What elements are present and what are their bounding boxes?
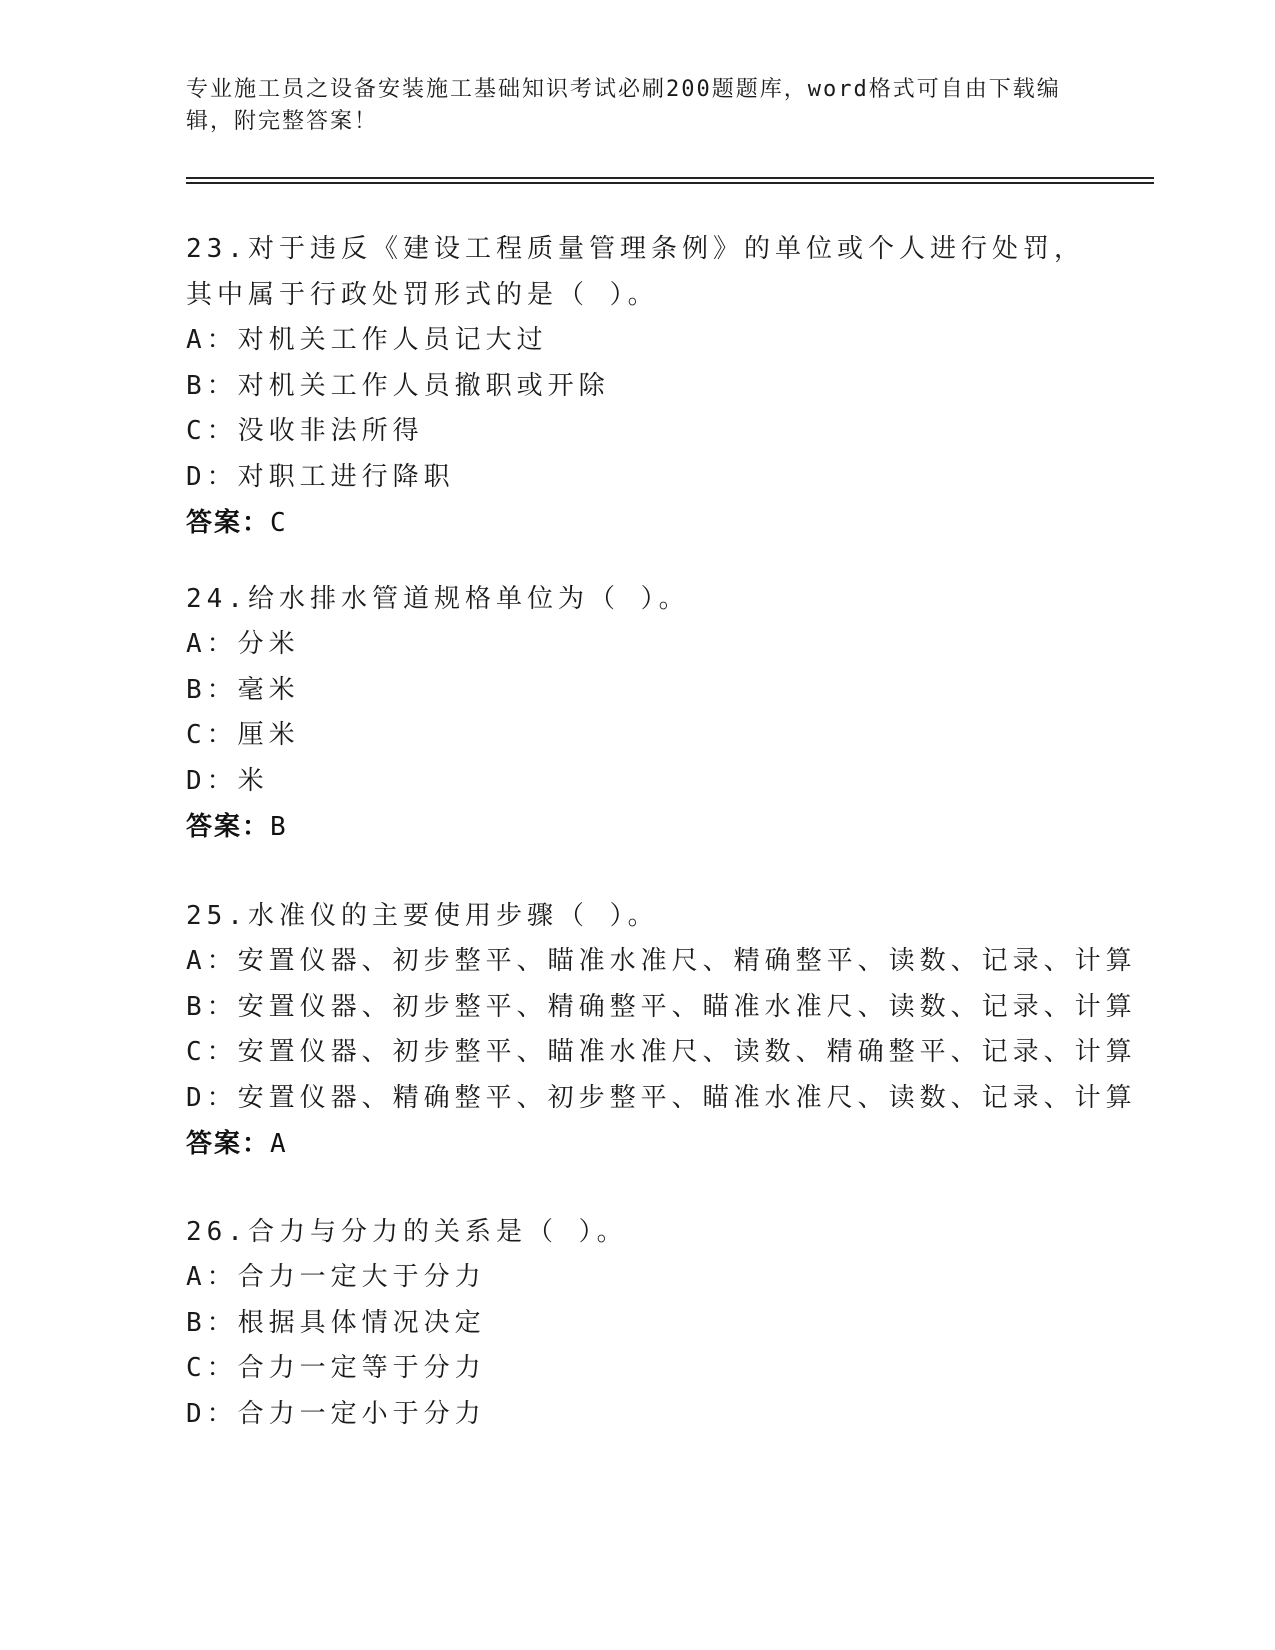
answer-line (186, 500, 1086, 546)
answer-label: 答案： (186, 812, 271, 842)
question-stem: 24.给水排水管道规格单位为（ ）。 (186, 584, 690, 614)
option-a: A：对机关工作人员记大过 (186, 325, 548, 355)
answer-line (186, 1121, 1086, 1167)
option-d: D：米 (186, 765, 269, 796)
question-stem: 25.水准仪的主要使用步骤（ ）。 (186, 901, 659, 931)
question-24 (186, 576, 1086, 850)
question-26 (186, 1209, 1086, 1437)
option-d: D：合力一定小于分力 (186, 1398, 486, 1429)
header-divider-bottom (186, 182, 1154, 184)
question-stem: 23.对于违反《建设工程质量管理条例》的单位或个人进行处罚，其中属于行政处罚形式的是（ ）。 (186, 234, 1085, 310)
option-c: C：安置仪器、初步整平、瞄准水准尺、读数、精确整平、记录、计算 (186, 1037, 1137, 1067)
option-a: A：安置仪器、初步整平、瞄准水准尺、精确整平、读数、记录、计算 (186, 946, 1137, 976)
answer-value: B (270, 812, 288, 842)
option-b: B：安置仪器、初步整平、精确整平、瞄准水准尺、读数、记录、计算 (186, 991, 1137, 1022)
option-b: B：根据具体情况决定 (186, 1307, 486, 1338)
question-stem: 26.合力与分力的关系是（ ）。 (186, 1217, 628, 1247)
answer-label: 答案： (186, 508, 271, 538)
answer-value: A (270, 1129, 288, 1159)
option-c: C：没收非法所得 (186, 416, 424, 446)
question-23 (186, 226, 1086, 546)
document-header: 专业施工员之设备安装施工基础知识考试必刷200题题库，word格式可自由下载编辑，附完整答案！ (186, 77, 1061, 134)
option-d: D：对职工进行降职 (186, 461, 455, 492)
header-divider-top (186, 177, 1154, 179)
option-a: A：分米 (186, 629, 300, 659)
option-b: B：对机关工作人员撤职或开除 (186, 370, 610, 401)
option-c: C：厘米 (186, 720, 300, 750)
question-25 (186, 893, 1137, 1167)
answer-value: C (270, 508, 288, 538)
answer-line (186, 804, 1086, 850)
option-d: D：安置仪器、精确整平、初步整平、瞄准水准尺、读数、记录、计算 (186, 1082, 1137, 1113)
option-b: B：毫米 (186, 674, 300, 705)
option-a: A：合力一定大于分力 (186, 1262, 486, 1292)
answer-label: 答案： (186, 1129, 271, 1159)
option-c: C：合力一定等于分力 (186, 1353, 486, 1383)
